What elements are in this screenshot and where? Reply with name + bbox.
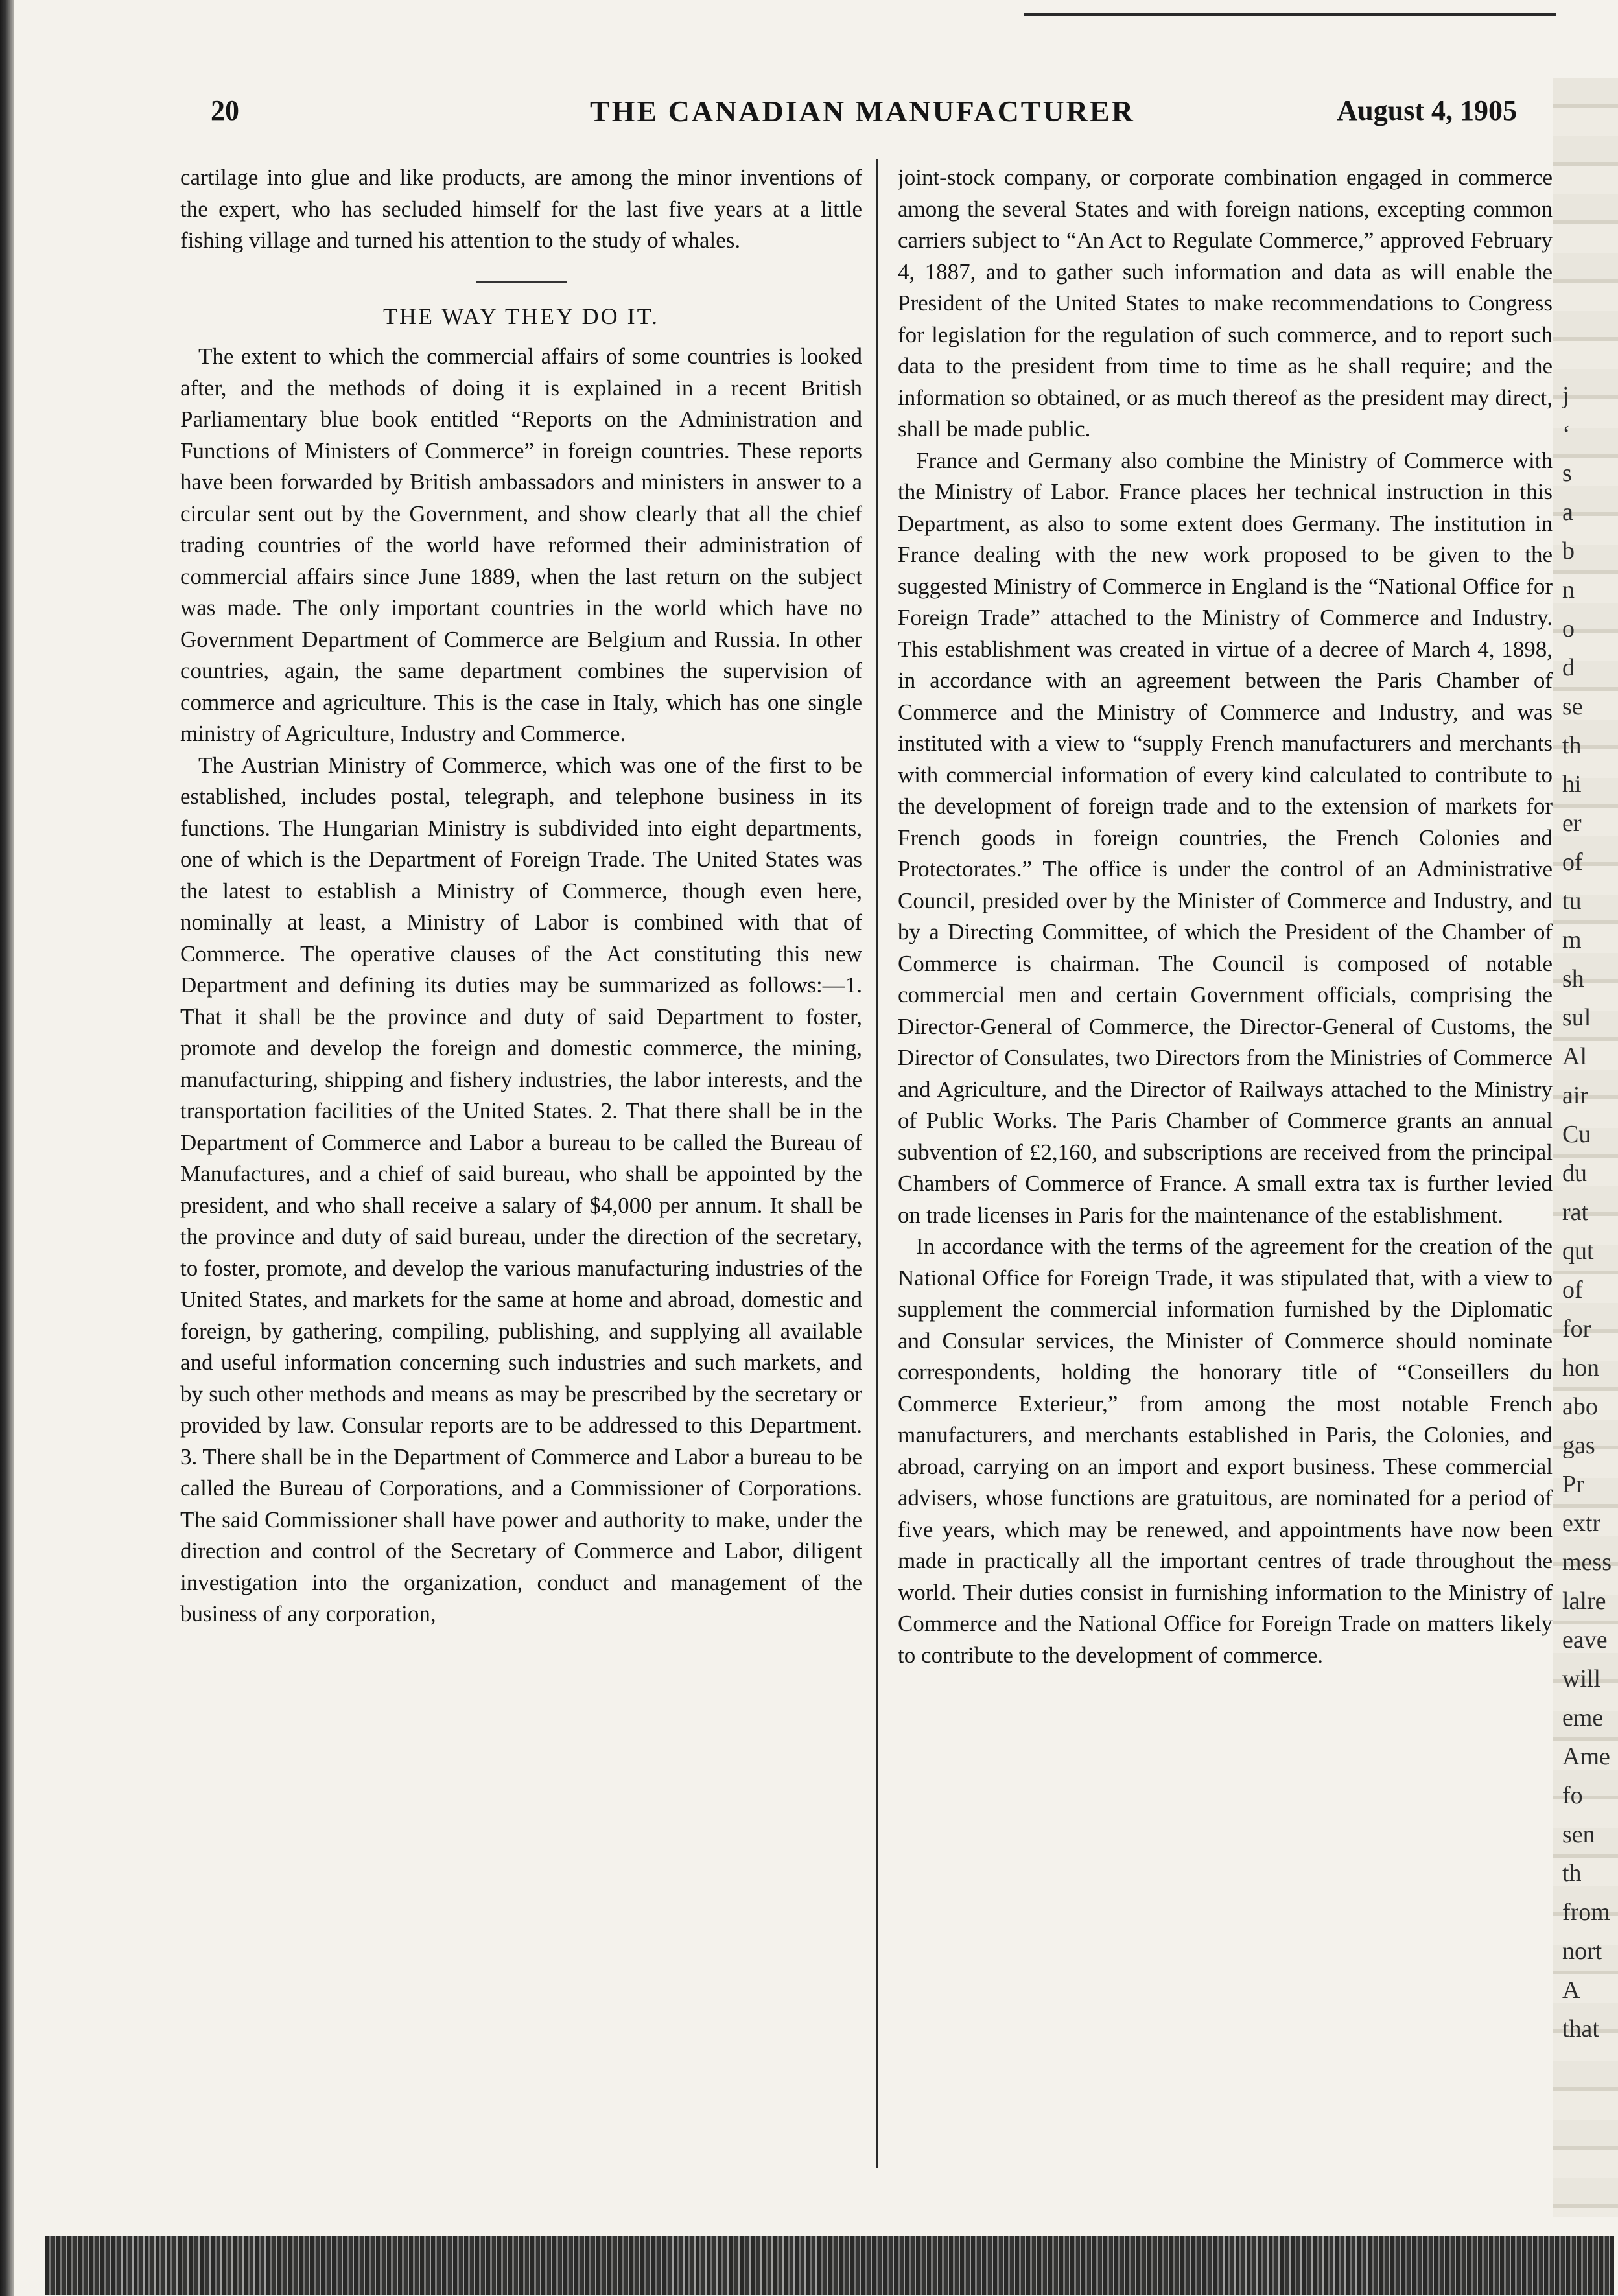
continued-paragraph: joint-stock company, or corporate combination engaged in commerce among the several States and with foreign nations, excepting common carriers subject to “An Act to Regulate Commerce,” approved February 4, 1887, and to gather such information and data as will enable the President of the United States to make recommendations to Congress for legislation for the regulation of such commerce, and to report such data to the president from time to time as he shall require; and the information so obtained, or as much thereof as the president may direct, shall be made public. <box>898 165 1553 441</box>
facing-page-fragments: j ‘ s a b n o d se th hi er of tu m sh sul Al air Cu du rat qut of for hon abo gas Pr extr mess lalre eave will eme Ame fo sen th from nort A that <box>1562 382 1612 2043</box>
journal-title: THE CANADIAN MANUFACTURER <box>590 95 1135 128</box>
section-heading: THE WAY THEY DO IT. <box>383 303 659 329</box>
page-header <box>194 94 1543 139</box>
right-column <box>898 162 1553 1671</box>
article-paragraph: The Austrian Ministry of Commerce, which was one of the first to be established, includes postal, telegraph, and telephone business in its functions. The Hungarian Ministry is subdivided into eight departments, one of which is the Department of Foreign Trade. The United States was the latest to establish a Ministry of Commerce, though even here, nominally at least, a Ministry of Labor is combined with that of Commerce. The operative clauses of the Act constituting this new Department and defining its duties may be summarized as follows:—1. That it shall be the province and duty of said Department to foster, promote and develop the foreign and domestic commerce, the mining, manufacturing, shipping and fishery industries, the labor interests, and the transportation facilities of the United States. 2. That there shall be in the Department of Commerce and Labor a bureau to be called the Bureau of Manufactures, and a chief of said bureau, who shall be appointed by the president, and who shall receive a salary of $4,000 per annum. It shall be the province and duty of said bureau, under the direction of the secretary, to foster, promote, and develop the various manufacturing industries of the United States, and markets for the same at home and abroad, domestic and foreign, by gathering, compiling, publishing, and supplying all available and useful information concerning such industries and such markets, and by such other methods and means as may be prescribed by the secretary or provided by law. Consular reports are to be addressed to this Department. 3. There shall be in the Department of Commerce and Labor a bureau to be called the Bureau of Corporations, and a Commissioner of Corporations. The said Commissioner shall have power and authority to make, under the direction and control of the Secretary of Commerce and Labor, diligent investigation into the organization, conduct and management of the business of any corporation, <box>180 752 862 1626</box>
article-paragraph: In accordance with the terms of the agreement for the creation of the National Office for Foreign Trade, it was stipulated that, with a view to supplement the commercial information furnished by the Diplomatic and Consular services, the Minister of Commerce should nominate correspondents, holding the honorary title of “Conseillers du Commerce Exterieur,” from among the most notable French manufacturers, and merchants established in Paris, the Colonies, and abroad, carrying on an import and export business. These commercial advisers, whose functions are gratuitous, are nominated for a period of five years, which may be renewed, and appointments have now been made in practically all the important centres of trade throughout the world. Their duties consist in furnishing information to the Ministry of Commerce and the National Office for Foreign Trade on matters likely to contribute to the development of commerce. <box>898 1234 1553 1668</box>
article-paragraph: The extent to which the commercial affairs of some countries is looked after, and the methods of doing it is explained in a recent British Parliamentary blue book entitled “Reports on the Administration and Functions of Ministers of Commerce” in foreign countries. These reports have been forwarded by British ambassadors and ministers in answer to a circular sent out by the Government, and show clearly that all the chief trading countries of the world have reformed their administration of commercial affairs since June 1889, when the last return on the subject was made. The only important countries in the world which have no Government Department of Commerce are Belgium and Russia. In other countries, again, the same department combines the supervision of commerce and agriculture. This is the case in Italy, which has one single ministry of Agriculture, Industry and Commerce. <box>180 344 862 746</box>
issue-date: August 4, 1905 <box>1337 95 1517 126</box>
left-column <box>180 162 862 1630</box>
binding-shadow <box>0 0 14 2296</box>
top-edge-rule <box>1024 13 1556 16</box>
column-divider <box>876 159 878 2168</box>
section-divider <box>476 281 567 283</box>
continued-paragraph: cartilage into glue and like products, are among the minor inventions of the expert, who has secluded himself for the last five years at a little fishing village and turned his attention to the study of whales. <box>180 165 862 253</box>
article-paragraph: France and Germany also combine the Ministry of Commerce with the Ministry of Labor. France places her technical instruction in this Department, as also to some extent does Germany. The institution in France dealing with the new work proposed to be given to the suggested Ministry of Commerce in England is the “National Office for Foreign Trade” attached to the Ministry of Commerce and Industry. This establishment was created in virtue of a decree of March 4, 1898, in accordance with an agreement between the Paris Chamber of Commerce and the Ministry of Commerce and Industry, and was instituted with a view to “supply French manufacturers and merchants with commercial information of every kind calculated to contribute to the development of foreign trade and to the extension of markets for French goods in foreign countries, the French Colonies and Protectorates.” The office is under the control of an Administrative Council, presided over by the Minister of Commerce and Industry, and by a Directing Committee, of which the President of the Chamber of Commerce is chairman. The Council is composed of notable commercial men and certain Government officials, comprising the Director-General of Commerce, the Director-General of Customs, the Director of Consulates, two Directors from the Ministries of Commerce and Agriculture, and the Director of Railways attached to the Ministry of Public Works. The Paris Chamber of Commerce grants an annual subvention of £2,160, and subscriptions are received from the principal Chambers of Commerce of France. A small extra tax is further levied on trade licenses in Paris for the maintenance of the establishment. <box>898 447 1553 1228</box>
scan-noise-strip <box>45 2236 1614 2295</box>
page-number: 20 <box>211 95 239 126</box>
